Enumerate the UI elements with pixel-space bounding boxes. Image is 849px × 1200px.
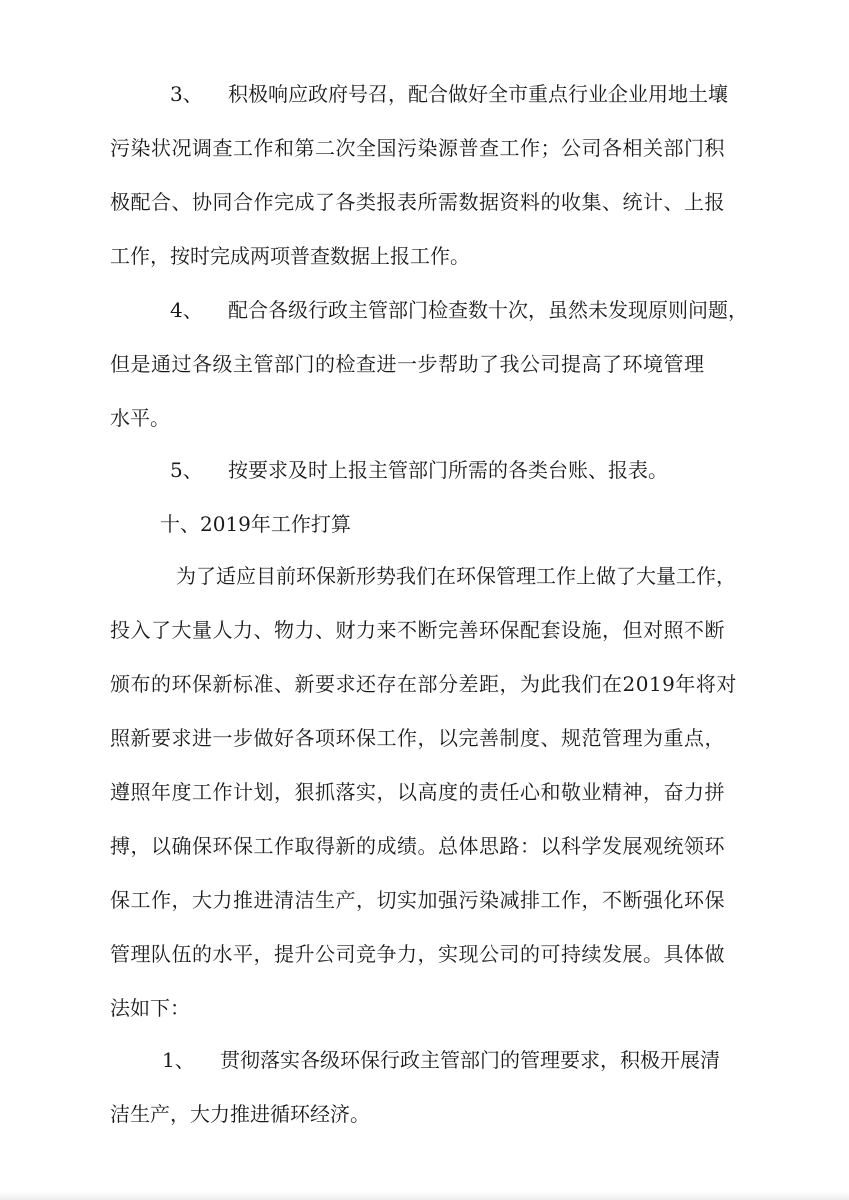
item-5-line-1	[170, 456, 668, 484]
paragraph-line-4: 照新要求进一步做好各项环保工作，以完善制度、规范管理为重点，	[110, 726, 725, 750]
item-3-number: 3、	[170, 82, 203, 106]
item-4-line-3: 水平。	[110, 406, 170, 430]
item-1-number: 1、	[162, 1048, 195, 1072]
paragraph-line-3: 颁布的环保新标准、新要求还存在部分差距，为此我们在2019年将对	[110, 672, 737, 696]
item-3-line-3: 极配合、协同合作完成了各类报表所需数据资料的收集、统计、上报	[110, 190, 725, 214]
item-1-line-1	[162, 1046, 720, 1074]
paragraph-line-1: 为了适应目前环保新形势我们在环保管理工作上做了大量工作，	[176, 564, 736, 588]
item-5-text-1: 按要求及时上报主管部门所需的各类台账、报表。	[228, 458, 668, 482]
item-1-text-1: 贯彻落实各级环保行政主管部门的管理要求，积极开展清	[220, 1048, 720, 1072]
item-4-line-1	[170, 296, 748, 324]
item-3-line-4: 工作，按时完成两项普查数据上报工作。	[110, 244, 470, 268]
section-10-heading: 十、2019年工作打算	[160, 512, 351, 536]
item-1-line-2: 洁生产，大力推进循环经济。	[110, 1102, 370, 1126]
paragraph-line-9: 法如下：	[110, 996, 190, 1020]
item-5-number: 5、	[170, 458, 203, 482]
item-3-text-1: 积极响应政府号召，配合做好全市重点行业企业用地土壤	[228, 82, 728, 106]
paragraph-line-7: 保工作，大力推进清洁生产，切实加强污染减排工作，不断强化环保	[110, 888, 725, 912]
paragraph-line-6: 搏，以确保环保工作取得新的成绩。总体思路：以科学发展观统领环	[110, 834, 725, 858]
page-bottom-edge	[0, 1192, 849, 1200]
paragraph-line-2: 投入了大量人力、物力、财力来不断完善环保配套设施，但对照不断	[110, 618, 725, 642]
paragraph-line-8: 管理队伍的水平，提升公司竞争力，实现公司的可持续发展。具体做	[110, 942, 725, 966]
item-4-number: 4、	[170, 298, 203, 322]
item-3-line-1	[170, 80, 728, 108]
paragraph-line-5: 遵照年度工作计划，狠抓落实，以高度的责任心和敬业精神，奋力拼	[110, 780, 725, 804]
item-4-line-2: 但是通过各级主管部门的检查进一步帮助了我公司提高了环境管理	[110, 352, 705, 376]
item-3-line-2: 污染状况调查工作和第二次全国污染源普查工作；公司各相关部门积	[110, 136, 725, 160]
item-4-text-1: 配合各级行政主管部门检查数十次，虽然未发现原则问题，	[228, 298, 748, 322]
